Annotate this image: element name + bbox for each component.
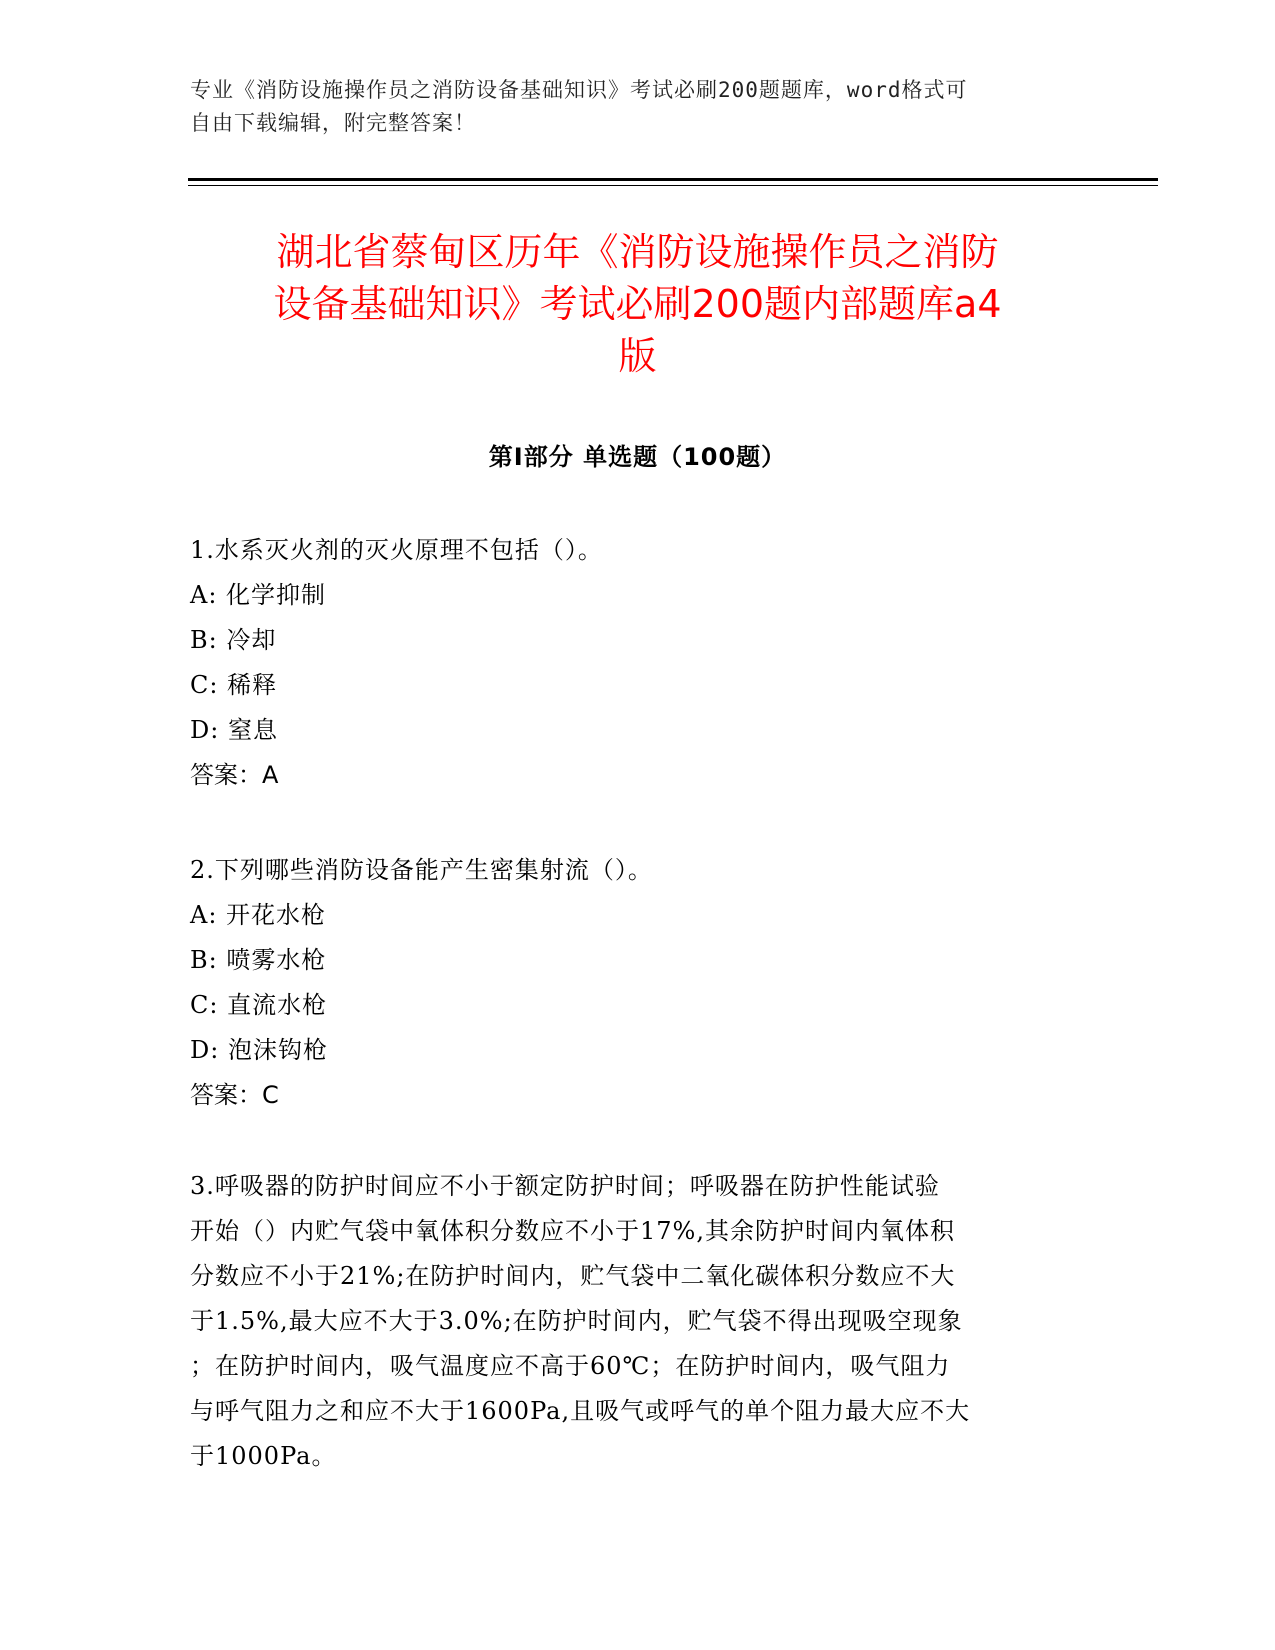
question-block: [190, 1164, 1090, 1479]
document-title: [150, 226, 1125, 382]
title-line: 设备基础知识》考试必刷200题内部题库a4: [273, 282, 1002, 326]
question-stem-line: 开始（）内贮气袋中氧体积分数应不小于17%,其余防护时间内氧体积: [190, 1217, 955, 1245]
header-note-line: 自由下载编辑，附完整答案！: [190, 111, 476, 135]
option-c: C: 直流水枪: [190, 991, 328, 1019]
question-stem-line: 与呼气阻力之和应不大于1600Pa,且吸气或呼气的单个阻力最大应不大: [190, 1397, 971, 1425]
option-d: D: 泡沫钩枪: [190, 1036, 328, 1064]
option-b: B: 冷却: [190, 626, 277, 654]
question-stem-line: 于1.5%,最大应不大于3.0%;在防护时间内，贮气袋不得出现吸空现象: [190, 1307, 963, 1335]
question-stem: 1.水系灭火剂的灭火原理不包括（）。: [190, 536, 603, 564]
title-line: 湖北省蔡甸区历年《消防设施操作员之消防: [276, 230, 999, 274]
header-divider-thin: [188, 185, 1158, 186]
section-heading: 第Ⅰ部分 单选题（100题）: [488, 443, 787, 471]
question-stem-line: 分数应不小于21%;在防护时间内，贮气袋中二氧化碳体积分数应不大: [190, 1262, 956, 1290]
question-block: [190, 848, 1090, 1118]
option-a: A: 化学抑制: [190, 581, 327, 609]
question-stem: 2.下列哪些消防设备能产生密集射流（）。: [190, 856, 653, 884]
header-note-line: 专业《消防设施操作员之消防设备基础知识》考试必刷200题题库，word格式可: [190, 78, 968, 102]
header-divider-thick: [188, 178, 1158, 181]
answer-line: 答案：A: [190, 761, 279, 789]
question-block: [190, 528, 1090, 798]
answer-line: 答案：C: [190, 1081, 279, 1109]
header-note: [190, 74, 1070, 140]
option-c: C: 稀释: [190, 671, 278, 699]
question-stem-line: 于1000Pa。: [190, 1442, 337, 1470]
question-stem-line: ；在防护时间内，吸气温度应不高于60℃；在防护时间内，吸气阻力: [190, 1352, 951, 1380]
option-b: B: 喷雾水枪: [190, 946, 327, 974]
title-line: 版: [618, 334, 657, 378]
question-stem-line: 3.呼吸器的防护时间应不小于额定防护时间；呼吸器在防护性能试验: [190, 1172, 940, 1200]
option-d: D: 窒息: [190, 716, 278, 744]
option-a: A: 开花水枪: [190, 901, 327, 929]
